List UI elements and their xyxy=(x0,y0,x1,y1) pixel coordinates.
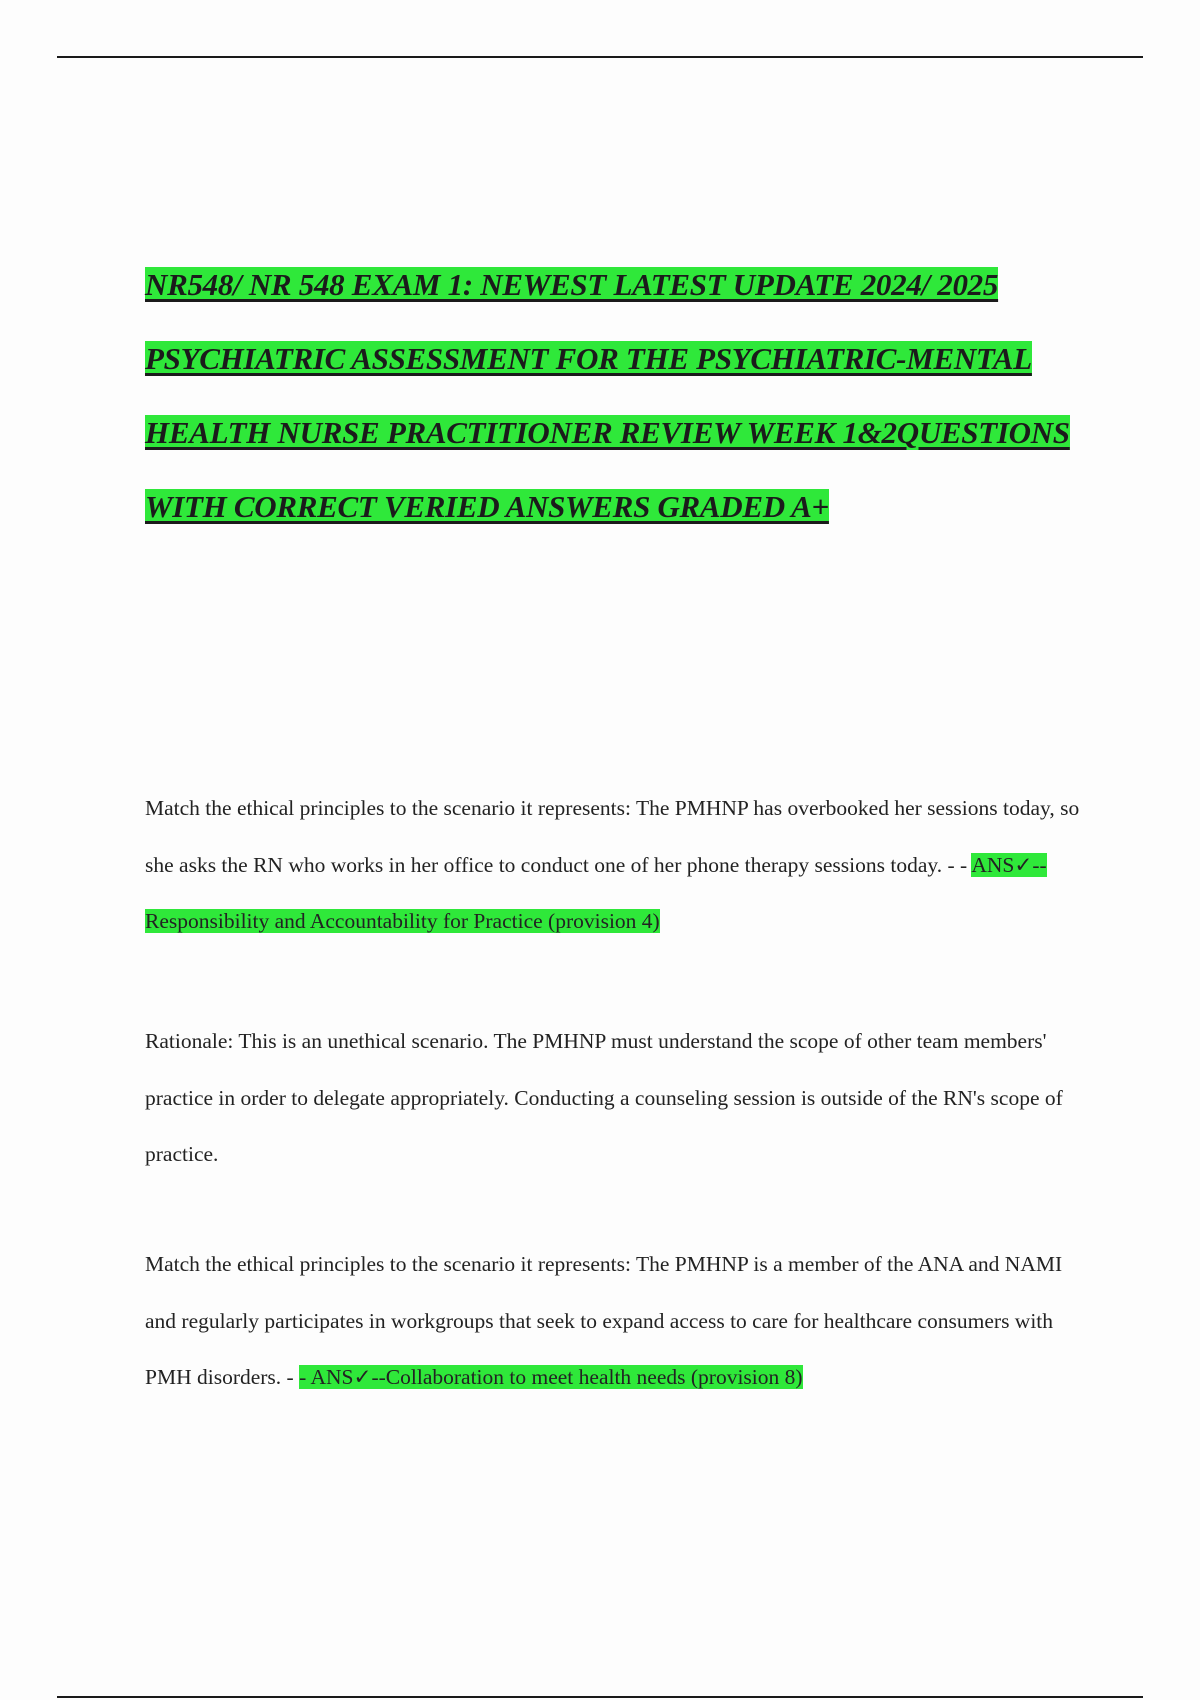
footer-rule xyxy=(57,1696,1143,1698)
answer-2-highlight: - ANS✓--Collaboration to meet health needs (provision 8) xyxy=(299,1365,803,1389)
rationale-1: Rationale: This is an unethical scenario. The PMHNP must understand the scope of other team members' practice in order to delegate appropriately. Conducting a counseling session is outside of the RN's scope of practice. xyxy=(145,1029,1063,1166)
header-rule xyxy=(57,56,1143,58)
question-2 xyxy=(145,1236,1090,1406)
answer-1-highlight: ANS✓--Responsibility and Accountability for Practice (provision 4) xyxy=(145,852,1047,933)
title-highlight: NR548/ NR 548 EXAM 1: NEWEST LATEST UPDATE 2024/ 2025 PSYCHIATRIC ASSESSMENT FOR THE PSYCHIATRIC-MENTAL HEALTH NURSE PRACTITIONER REVIEW WEEK 1&2QUESTIONS WITH CORRECT VERIED ANSWERS GRADED A+ xyxy=(145,267,1070,524)
question-2-text: Match the ethical principles to the scenario it represents: The PMHNP is a member of the ANA and NAMI and regularly participates in workgroups that seek to expand access to care for healthcare consumers with PMH disorders. - xyxy=(145,1252,1063,1389)
question-1-text: Match the ethical principles to the scenario it represents: The PMHNP has overbooked her sessions today, so she asks the RN who works in her office to conduct one of her phone therapy sessions today. - - xyxy=(145,796,1080,877)
document-title xyxy=(145,248,1085,544)
question-1 xyxy=(145,780,1090,950)
